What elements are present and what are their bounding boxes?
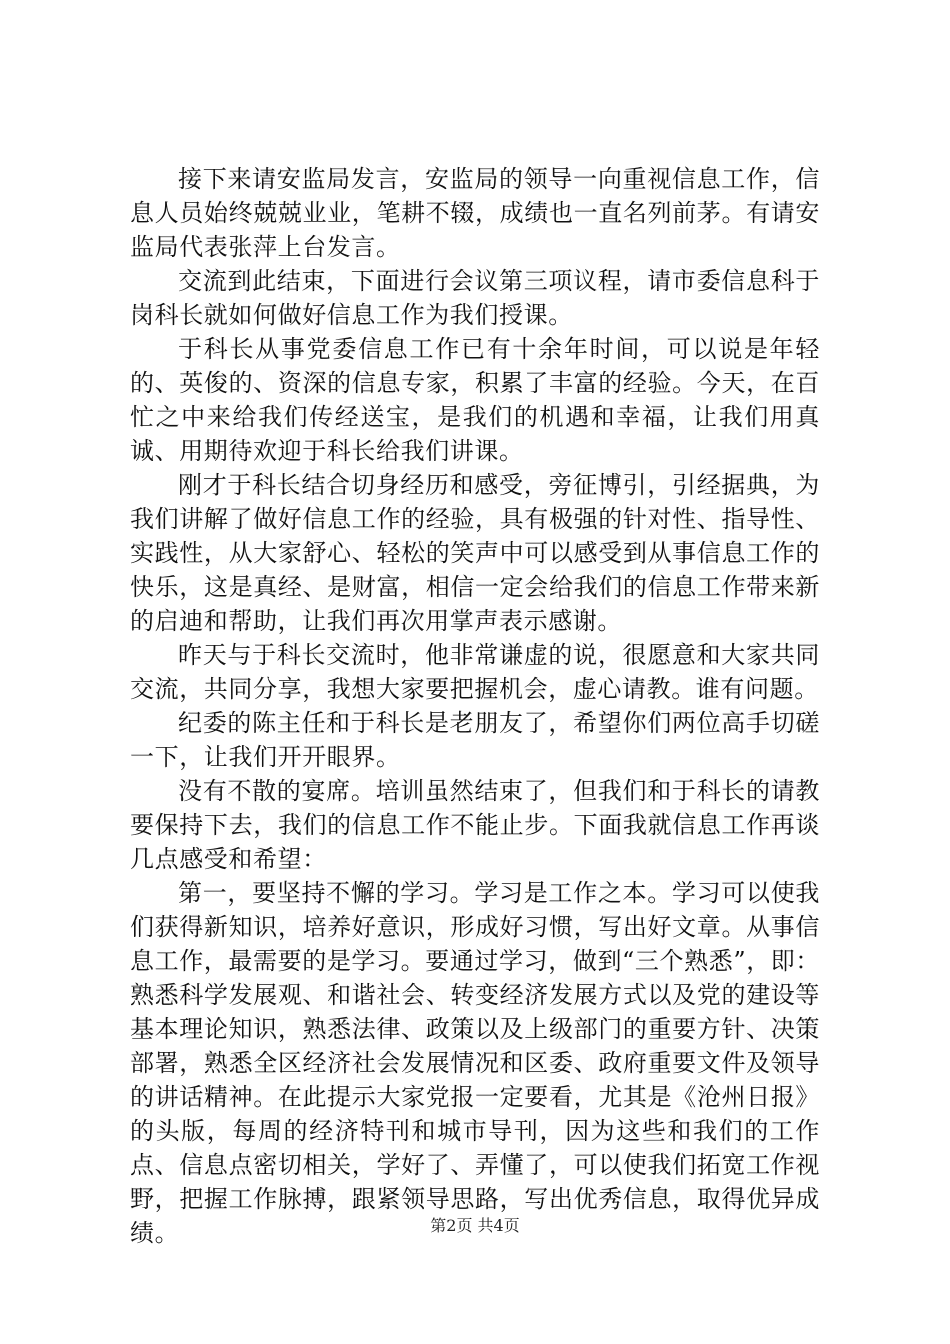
paragraph: 纪委的陈主任和于科长是老朋友了，希望你们两位高手切磋一下，让我们开开眼界。: [130, 709, 820, 771]
page-number-footer: 第2页 共4页: [430, 1216, 520, 1235]
paragraph: 交流到此结束，下面进行会议第三项议程，请市委信息科于岗科长就如何做好信息工作为我们授课。: [130, 267, 820, 329]
paragraph: 第一，要坚持不懈的学习。学习是工作之本。学习可以使我们获得新知识，培养好意识，形成好习惯，写出好文章。从事信息工作，最需要的是学习。要通过学习，做到“三个熟悉”，即：熟悉科学发展观、和谐社会、转变经济发展方式以及党的建设等基本理论知识，熟悉法律、政策以及上级部门的重要方针、决策部署，熟悉全区经济社会发展情况和区委、政府重要文件及领导的讲话精神。在此提示大家党报一定要看，尤其是《沧州日报》的头版，每周的经济特刊和城市导刊，因为这些和我们的工作点、信息点密切相关，学好了、弄懂了，可以使我们拓宽工作视野，把握工作脉搏，跟紧领导思路，写出优秀信息，取得优异成绩。: [130, 879, 820, 1247]
document-body: [130, 162, 820, 1250]
paragraph: 昨天与于科长交流时，他非常谦虚的说，很愿意和大家共同交流，共同分享，我想大家要把握机会，虚心请教。谁有问题。: [130, 641, 820, 703]
paragraph: 于科长从事党委信息工作已有十余年时间，可以说是年轻的、英俊的、资深的信息专家，积累了丰富的经验。今天，在百忙之中来给我们传经送宝，是我们的机遇和幸福，让我们用真诚、用期待欢迎于科长给我们讲课。: [130, 335, 820, 465]
paragraph: 刚才于科长结合切身经历和感受，旁征博引，引经据典，为我们讲解了做好信息工作的经验，具有极强的针对性、指导性、实践性，从大家舒心、轻松的笑声中可以感受到从事信息工作的快乐，这是真经、是财富，相信一定会给我们的信息工作带来新的启迪和帮助，让我们再次用掌声表示感谢。: [130, 471, 820, 635]
paragraph: 接下来请安监局发言，安监局的领导一向重视信息工作，信息人员始终兢兢业业，笔耕不辍，成绩也一直名列前茅。有请安监局代表张萍上台发言。: [130, 165, 820, 261]
paragraph: 没有不散的宴席。培训虽然结束了，但我们和于科长的请教要保持下去，我们的信息工作不能止步。下面我就信息工作再谈几点感受和希望：: [130, 777, 820, 873]
